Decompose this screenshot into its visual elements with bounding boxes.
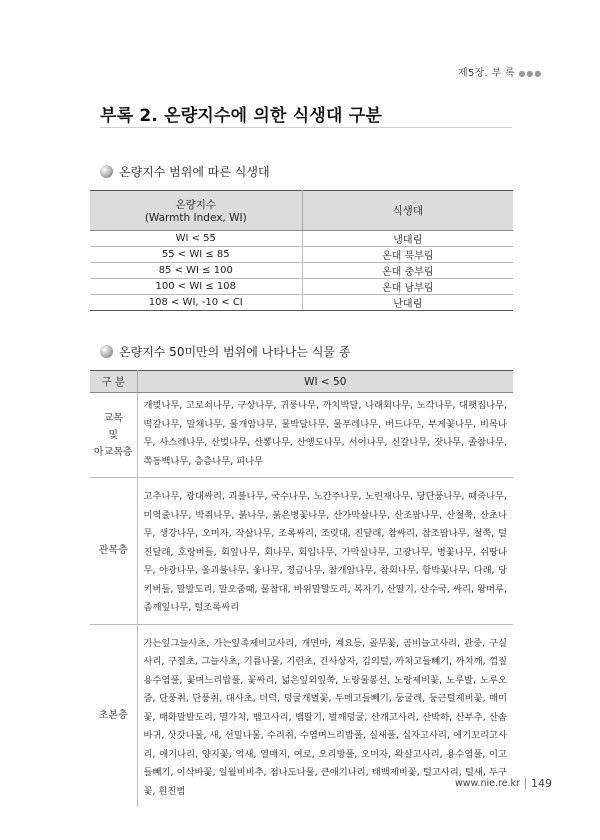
header-warmth-index-line1: 온량지수	[175, 199, 217, 211]
category-cell: 관목층	[90, 478, 137, 625]
range-cell: WI < 55	[90, 231, 302, 247]
category-cell	[90, 393, 137, 478]
category-line: 및	[108, 429, 119, 441]
warmth-index-table	[90, 190, 513, 311]
page-footer	[455, 777, 552, 790]
chapter-label	[458, 64, 542, 79]
table-row	[90, 279, 513, 295]
bullet-icon	[100, 345, 113, 358]
section-heading-1-text: 온량지수 범위에 따른 식생대	[119, 165, 270, 179]
range-cell: 108 < WI, -10 < CI	[90, 295, 302, 311]
table-row	[90, 393, 513, 478]
page-title: 부록 2. 온량지수에 의한 식생대 구분	[100, 106, 382, 126]
title-underline	[100, 127, 512, 128]
header-warmth-index	[90, 191, 302, 231]
plant-list-cell: 가는잎그늘사초, 가는잎족제비고사리, 개면마, 계요등, 골무꽃, 곰비늘고사리, 관중, 구실사리, 구절초, 그늘사초, 기름나물, 기린초, 긴사상자, 김의털, 까치고들빼기, 까치깨, 껍질용수염풀, 꽃며느리밥풀, 꽃싸리, 넓은잎외잎쑥, 노랑물봉선, 노랑제비꽃, 노루발, 노루오줌, 단풍취, 단풍취, 대사초, 더덕, 덩굴개별꽃, 두메고들빼기, 둥굴레, 둥근털제비꽃, 매미꽃, 매화말발도리, 멸가치, 뱀고사리, 뱀딸기, 벌깨덩굴, 산개고사리, 산박하, 산부추, 산솜바귀, 삿갓나물, 새, 선밀나물, 수리취, 수염며느리밥풀, 실새풀, 십자고사리, 애기꼬리고사리, 애기나리, 양지꽃, 억새, 열매지, 여로, 오리방풀, 오미자, 왁살고사리, 용수염풀, 이고들빼기, 이삭바꽃, 일월비비추, 점나도나물, 큰애기나리, 태백제비꽃, 털고사리, 털새, 두구꽃, 흰진범	[143, 637, 507, 797]
zone-cell: 온대 북부림	[302, 247, 513, 263]
zone-cell: 냉대림	[302, 231, 513, 247]
footer-divider	[525, 778, 526, 789]
page-number: 149	[530, 777, 552, 790]
category-line: 아교목층	[93, 446, 133, 458]
table-header-row	[90, 191, 513, 231]
range-cell: 55 < WI ≤ 85	[90, 247, 302, 263]
zone-cell: 난대림	[302, 295, 513, 311]
section-heading-2-text: 온량지수 50미만의 범위에 나타나는 식물 종	[119, 345, 351, 359]
table-row	[90, 478, 513, 625]
table-header-row	[90, 371, 513, 393]
category-line: 교목	[103, 412, 123, 424]
plant-list-cell: 개벚나무, 고로쇠나무, 구상나무, 귀룽나무, 까치박달, 나래회나무, 노각나무, 대팻집나무, 떡갈나무, 말채나무, 물개암나무, 물박달나무, 물푸레나무, 버드나무, 부게꽃나무, 비목나무, 사스레나무, 산벚나무, 산뽕나무, 산앵도나무, 서어나무, 신갈나무, 잣나무, 졸참나무, 쪽동백나무, 층층나무, 피나무	[137, 393, 513, 478]
bullet-icon	[100, 165, 113, 178]
header-category: 구 분	[90, 371, 137, 393]
category-cell: 초본층	[90, 624, 137, 807]
section-heading-2	[100, 343, 350, 360]
table-row	[90, 231, 513, 247]
footer-url: www.nie.re.kr	[455, 778, 520, 789]
header-vegetation-zone: 식생대	[302, 191, 513, 231]
table-row	[90, 624, 513, 807]
chapter-dots: ●●●	[518, 69, 543, 78]
plant-species-table	[90, 370, 513, 807]
section-heading-1	[100, 163, 270, 180]
range-cell: 100 < WI ≤ 108	[90, 279, 302, 295]
table-row	[90, 247, 513, 263]
plant-list-cell: 고추나무, 광대싸리, 괴불나무, 국수나무, 노간주나무, 노린재나무, 당단풍나무, 때죽나무, 미역줄나무, 박쥐나무, 붉나무, 붉은병꽃나무, 산가막살나무, 산조팝나무, 산철쭉, 산초나무, 생강나무, 오미자, 작살나무, 조록싸리, 조릿대, 진달래, 참싸리, 참조팝나무, 철쭉, 털진달래, 호랑버들, 회잎나무, 회나무, 회입나무, 가막살나무, 고광나무, 병꽃나무, 쉬땅나무, 야광나무, 올괴불나무, 옻나무, 정금나무, 참개암나무, 참회나무, 함박꽃나무, 다래, 당키버들, 말발도리, 말오줌때, 물참대, 바위말발도리, 복자기, 산딸기, 산수국, 싸리, 왕머루, 좀깨잎나무, 털조록싸리	[137, 478, 513, 625]
chapter-text: 제5장. 부 록	[458, 68, 515, 79]
range-cell: 85 < WI ≤ 100	[90, 263, 302, 279]
zone-cell: 온대 남부림	[302, 279, 513, 295]
header-wi-range: WI < 50	[137, 371, 513, 393]
table-row	[90, 263, 513, 279]
header-warmth-index-line2: (Warmth Index, WI)	[144, 212, 247, 224]
zone-cell: 온대 중부림	[302, 263, 513, 279]
table-row	[90, 295, 513, 311]
title-block	[100, 101, 512, 132]
